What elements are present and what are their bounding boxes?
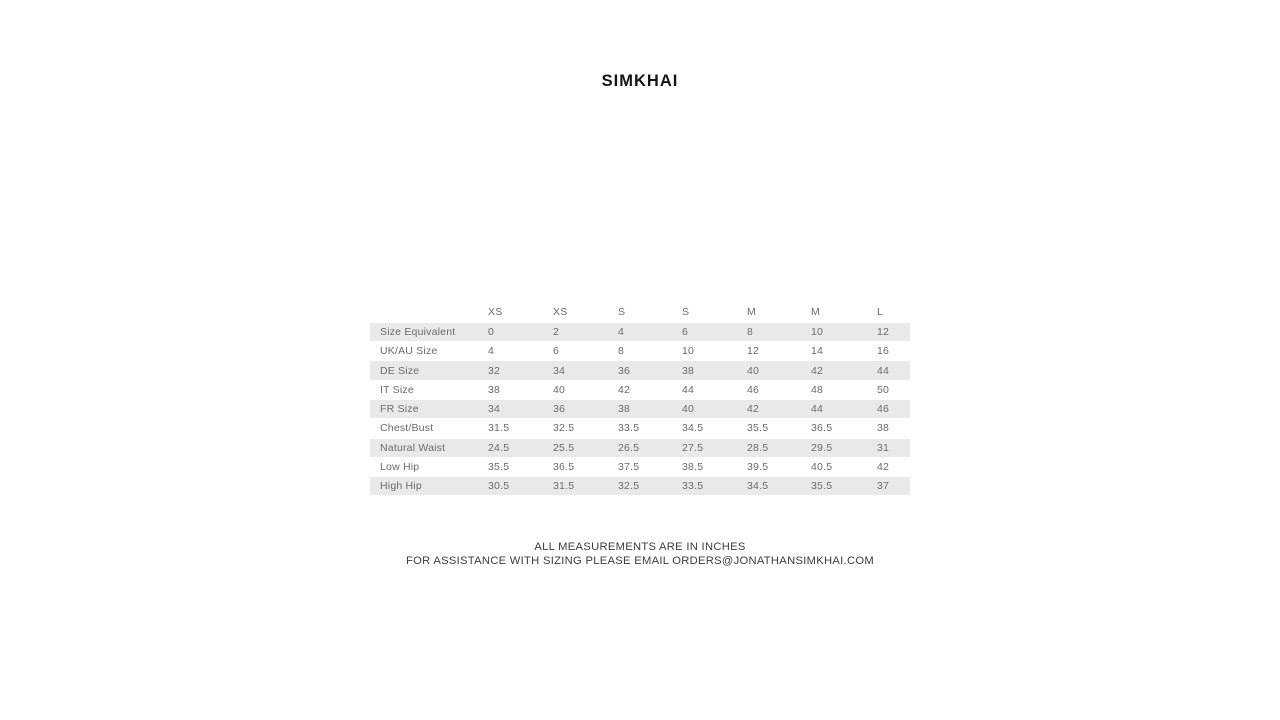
size-row-label: Chest/Bust <box>380 422 434 435</box>
size-value-cell: 27.5 <box>682 441 704 454</box>
size-value-cell: 36.5 <box>811 422 833 435</box>
table-row <box>370 322 910 341</box>
size-column-header: XS <box>553 306 568 319</box>
size-value-cell: 40 <box>747 364 760 377</box>
size-value-cell: 36 <box>553 403 566 416</box>
size-value-cell: 10 <box>682 345 695 358</box>
size-value-cell: 37 <box>877 480 890 493</box>
size-value-cell: 38 <box>618 403 631 416</box>
size-value-cell: 25.5 <box>553 441 575 454</box>
size-value-cell: 42 <box>877 461 890 474</box>
size-value-cell: 4 <box>618 325 625 338</box>
table-row <box>370 399 910 418</box>
footer-measurements-line: ALL MEASUREMENTS ARE IN INCHES <box>534 541 746 553</box>
size-value-cell: 31.5 <box>553 480 575 493</box>
size-value-cell: 30.5 <box>488 480 510 493</box>
size-value-cell: 37.5 <box>618 461 640 474</box>
size-row-label: DE Size <box>380 364 420 377</box>
footer-assistance-line: FOR ASSISTANCE WITH SIZING PLEASE EMAIL ORDERS@JONATHANSIMKHAI.COM <box>406 555 874 567</box>
size-value-cell: 38 <box>877 422 890 435</box>
size-row-label: IT Size <box>380 383 414 396</box>
size-value-cell: 31.5 <box>488 422 510 435</box>
size-header-row <box>370 303 910 322</box>
size-value-cell: 14 <box>811 345 824 358</box>
size-value-cell: 38 <box>488 383 501 396</box>
size-value-cell: 35.5 <box>488 461 510 474</box>
size-value-cell: 39.5 <box>747 461 769 474</box>
size-value-cell: 6 <box>682 325 689 338</box>
size-value-cell: 38.5 <box>682 461 704 474</box>
size-value-cell: 35.5 <box>811 480 833 493</box>
size-column-header: M <box>747 306 756 319</box>
size-value-cell: 33.5 <box>618 422 640 435</box>
size-row-label: FR Size <box>380 403 419 416</box>
size-value-cell: 36.5 <box>553 461 575 474</box>
size-value-cell: 16 <box>877 345 890 358</box>
size-value-cell: 50 <box>877 383 890 396</box>
size-value-cell: 34 <box>488 403 501 416</box>
size-value-cell: 48 <box>811 383 824 396</box>
size-value-cell: 28.5 <box>747 441 769 454</box>
size-value-cell: 42 <box>747 403 760 416</box>
size-value-cell: 36 <box>618 364 631 377</box>
size-value-cell: 12 <box>747 345 760 358</box>
table-row <box>370 419 910 438</box>
table-row <box>370 361 910 380</box>
size-row-label: Low Hip <box>380 461 420 474</box>
size-value-cell: 24.5 <box>488 441 510 454</box>
size-value-cell: 32.5 <box>618 480 640 493</box>
table-row <box>370 477 910 496</box>
size-value-cell: 34.5 <box>682 422 704 435</box>
size-value-cell: 40.5 <box>811 461 833 474</box>
size-header-blank <box>370 303 486 322</box>
size-row-label: UK/AU Size <box>380 345 438 358</box>
size-column-header: L <box>877 306 884 319</box>
size-chart-table <box>370 303 910 496</box>
size-value-cell: 44 <box>682 383 695 396</box>
size-value-cell: 32 <box>488 364 501 377</box>
size-value-cell: 44 <box>811 403 824 416</box>
size-column-header: S <box>682 306 690 319</box>
size-value-cell: 8 <box>618 345 625 358</box>
size-value-cell: 40 <box>682 403 695 416</box>
size-value-cell: 34 <box>553 364 566 377</box>
size-row-label: Natural Waist <box>380 441 446 454</box>
size-value-cell: 44 <box>877 364 890 377</box>
size-column-header: M <box>811 306 820 319</box>
footer-note <box>0 540 1280 568</box>
size-value-cell: 42 <box>618 383 631 396</box>
size-value-cell: 31 <box>877 441 890 454</box>
size-column-header: S <box>618 306 626 319</box>
size-value-cell: 40 <box>553 383 566 396</box>
size-value-cell: 26.5 <box>618 441 640 454</box>
size-value-cell: 38 <box>682 364 695 377</box>
table-row <box>370 457 910 476</box>
brand-title: SIMKHAI <box>601 72 679 90</box>
size-value-cell: 29.5 <box>811 441 833 454</box>
table-row <box>370 342 910 361</box>
table-row <box>370 380 910 399</box>
size-value-cell: 8 <box>747 325 754 338</box>
size-row-label: Size Equivalent <box>380 325 456 338</box>
size-value-cell: 4 <box>488 345 495 358</box>
size-value-cell: 46 <box>877 403 890 416</box>
size-value-cell: 10 <box>811 325 824 338</box>
size-value-cell: 42 <box>811 364 824 377</box>
size-value-cell: 32.5 <box>553 422 575 435</box>
size-value-cell: 0 <box>488 325 495 338</box>
size-value-cell: 46 <box>747 383 760 396</box>
size-value-cell: 6 <box>553 345 560 358</box>
size-value-cell: 34.5 <box>747 480 769 493</box>
table-row <box>370 438 910 457</box>
size-row-label: High Hip <box>380 480 422 493</box>
size-value-cell: 12 <box>877 325 890 338</box>
size-value-cell: 33.5 <box>682 480 704 493</box>
size-value-cell: 35.5 <box>747 422 769 435</box>
size-value-cell: 2 <box>553 325 560 338</box>
size-column-header: XS <box>488 306 503 319</box>
